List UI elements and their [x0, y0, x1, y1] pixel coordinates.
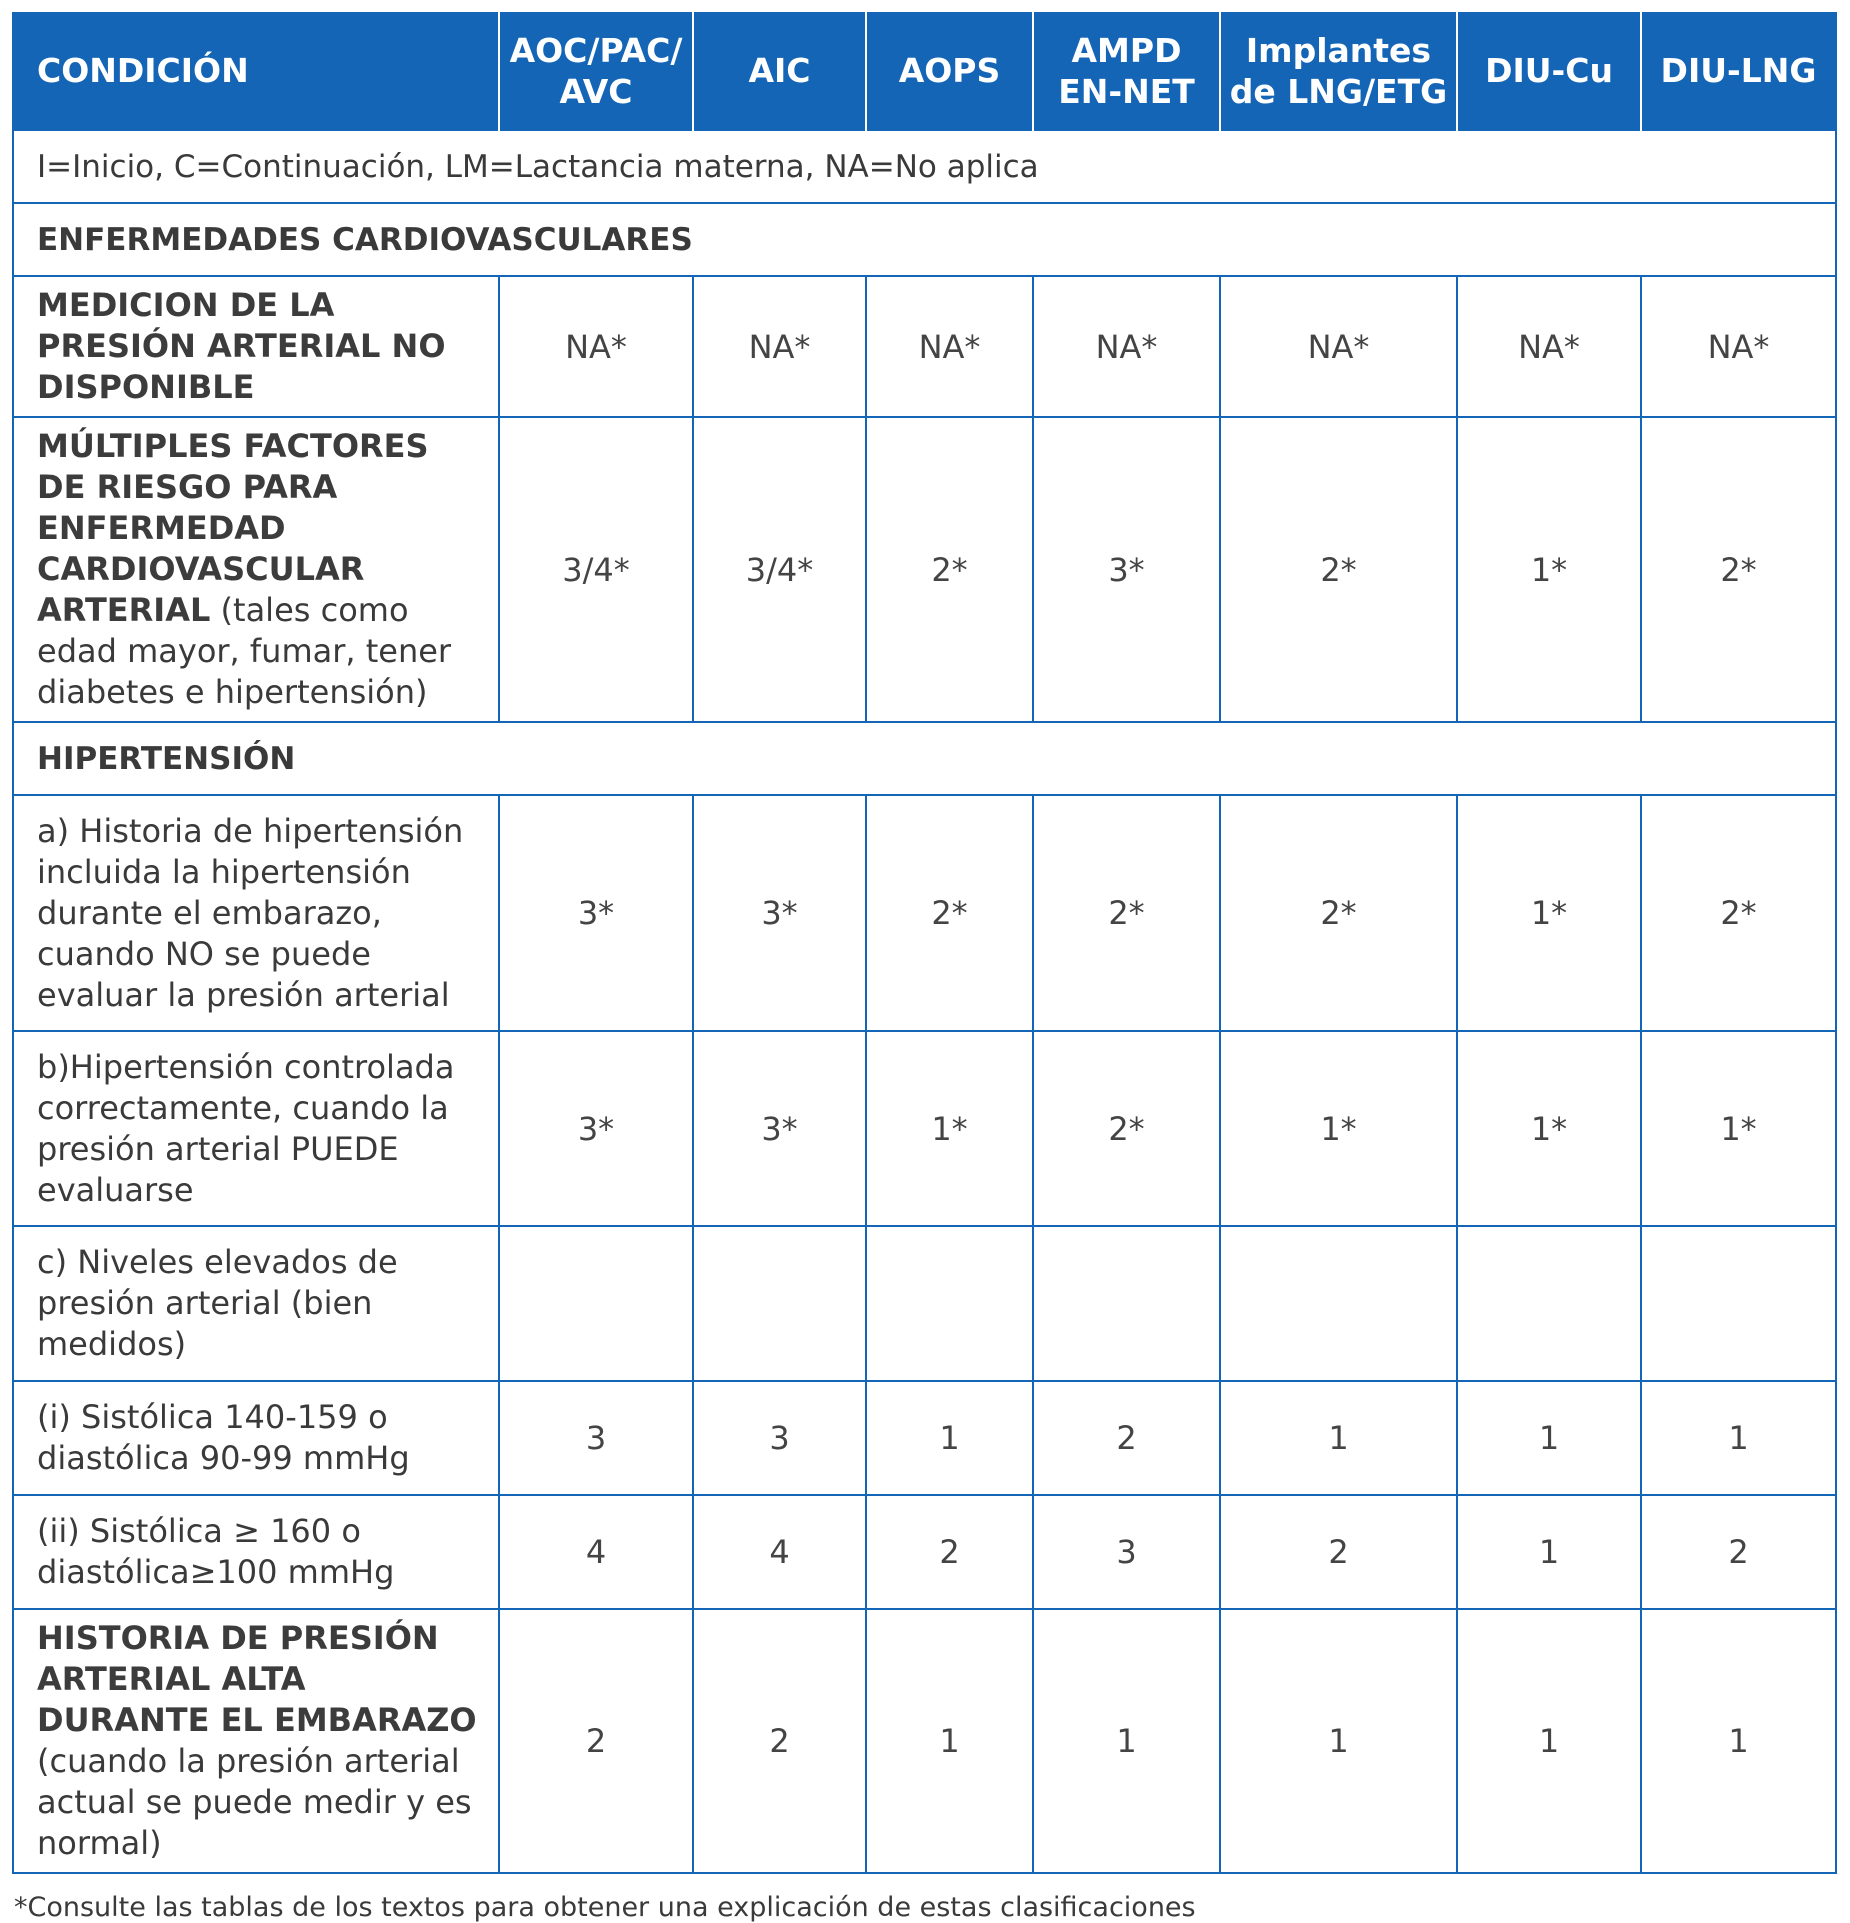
col-header-aic: AIC [693, 12, 866, 130]
footnote: *Consulte las tablas de los textos para obtener una explicación de estas clasificaciones [14, 1892, 1196, 1923]
value-cell: 1 [1641, 1381, 1836, 1495]
value-cell: 1* [1220, 1031, 1457, 1226]
value-cell: 3/4* [693, 417, 866, 722]
value-cell: 3 [693, 1381, 866, 1495]
col-header-aops: AOPS [866, 12, 1033, 130]
value-cell: 2 [693, 1609, 866, 1873]
value-cell: 2* [1641, 417, 1836, 722]
document [12, 12, 1835, 1923]
value-cell: 1 [1220, 1381, 1457, 1495]
value-cell: NA* [693, 276, 866, 417]
col-header-diu-cu: DIU-Cu [1457, 12, 1641, 130]
col-header-aoc: AOC/PAC/ AVC [499, 12, 693, 130]
table-row [13, 795, 1836, 1031]
value-cell: 1 [1457, 1609, 1641, 1873]
condition-cell [13, 1031, 499, 1226]
legend-text: I=Inicio, C=Continuación, LM=Lactancia materna, NA=No aplica [13, 130, 1836, 203]
value-cell [1033, 1226, 1220, 1381]
value-cell: 2* [1033, 795, 1220, 1031]
condition-cell [13, 417, 499, 722]
col-header-implantes: Implantes de LNG/ETG [1220, 12, 1457, 130]
section-hipertension: HIPERTENSIÓN [13, 722, 1836, 795]
table-row [13, 276, 1836, 417]
value-cell: NA* [1641, 276, 1836, 417]
condition-cell [13, 276, 499, 417]
value-cell: 2* [1220, 417, 1457, 722]
value-cell: 2 [866, 1495, 1033, 1609]
condition-cell [13, 1381, 499, 1495]
value-cell [693, 1226, 866, 1381]
condition-cell [13, 1495, 499, 1609]
table-row [13, 1381, 1836, 1495]
value-cell: 2* [1033, 1031, 1220, 1226]
header-row [13, 12, 1836, 130]
table-row [13, 417, 1836, 722]
value-cell: 3* [693, 1031, 866, 1226]
value-cell: 2 [499, 1609, 693, 1873]
value-cell: 1 [1457, 1495, 1641, 1609]
col-header-ampd: AMPD EN-NET [1033, 12, 1220, 130]
condition-bold-text: MÚLTIPLES FACTORES DE RIESGO PARA ENFERMEDAD CARDIOVASCULAR ARTERIAL [37, 427, 429, 629]
value-cell: NA* [1220, 276, 1457, 417]
condition-text: a) Historia de hipertensión incluida la hipertensión durante el embarazo, cuando NO se puede evaluar la presión arterial [37, 811, 464, 1014]
value-cell [1641, 1226, 1836, 1381]
value-cell: NA* [1457, 276, 1641, 417]
value-cell: 1 [1033, 1609, 1220, 1873]
condition-cell [13, 1609, 499, 1873]
condition-cell [13, 795, 499, 1031]
condition-text: b)Hipertensión controlada correctamente, cuando la presión arterial PUEDE evaluarse [37, 1047, 455, 1209]
col-header-condicion: CONDICIÓN [13, 12, 499, 130]
col-header-diu-lng: DIU-LNG [1641, 12, 1836, 130]
value-cell: 1 [866, 1609, 1033, 1873]
value-cell: 3* [1033, 417, 1220, 722]
table-row [13, 1495, 1836, 1609]
condition-text: (tales como edad mayor, fumar, tener diabetes e hipertensión) [37, 591, 452, 711]
table-row [13, 1609, 1836, 1873]
value-cell: 1 [866, 1381, 1033, 1495]
value-cell: 2* [1641, 795, 1836, 1031]
table-row [13, 1031, 1836, 1226]
value-cell: 2* [1220, 795, 1457, 1031]
value-cell: 2 [1641, 1495, 1836, 1609]
value-cell: 3* [499, 1031, 693, 1226]
value-cell: 2* [866, 417, 1033, 722]
condition-text: (i) Sistólica 140-159 o diastólica 90-99 mmHg [37, 1398, 410, 1477]
value-cell: 1* [1457, 795, 1641, 1031]
value-cell: 4 [693, 1495, 866, 1609]
value-cell: 1* [1457, 417, 1641, 722]
value-cell: 1 [1457, 1381, 1641, 1495]
value-cell: 3 [499, 1381, 693, 1495]
condition-text: (ii) Sistólica ≥ 160 o diastólica≥100 mmHg [37, 1512, 395, 1591]
eligibility-table [12, 12, 1837, 1874]
value-cell: 1* [1641, 1031, 1836, 1226]
value-cell [1220, 1226, 1457, 1381]
value-cell: 1* [1457, 1031, 1641, 1226]
condition-text: c) Niveles elevados de presión arterial (bien medidos) [37, 1243, 398, 1363]
condition-bold-text: HISTORIA DE PRESIÓN ARTERIAL ALTA DURANTE EL EMBARAZO [37, 1619, 477, 1739]
value-cell: 2 [1220, 1495, 1457, 1609]
condition-cell [13, 1226, 499, 1381]
value-cell: 1* [866, 1031, 1033, 1226]
value-cell: 2* [866, 795, 1033, 1031]
value-cell: 3/4* [499, 417, 693, 722]
value-cell: NA* [866, 276, 1033, 417]
condition-text: (cuando la presión arterial actual se puede medir y es normal) [37, 1742, 472, 1862]
value-cell: 4 [499, 1495, 693, 1609]
value-cell: 1 [1220, 1609, 1457, 1873]
value-cell [1457, 1226, 1641, 1381]
value-cell: 3* [693, 795, 866, 1031]
condition-bold-text: MEDICION DE LA PRESIÓN ARTERIAL NO DISPONIBLE [37, 286, 446, 406]
value-cell [499, 1226, 693, 1381]
value-cell: NA* [1033, 276, 1220, 417]
section-row [13, 722, 1836, 795]
value-cell [866, 1226, 1033, 1381]
value-cell: 3* [499, 795, 693, 1031]
value-cell: 1 [1641, 1609, 1836, 1873]
value-cell: NA* [499, 276, 693, 417]
table-row [13, 1226, 1836, 1381]
legend-row [13, 130, 1836, 203]
section-cardio: ENFERMEDADES CARDIOVASCULARES [13, 203, 1836, 276]
value-cell: 3 [1033, 1495, 1220, 1609]
section-row [13, 203, 1836, 276]
value-cell: 2 [1033, 1381, 1220, 1495]
